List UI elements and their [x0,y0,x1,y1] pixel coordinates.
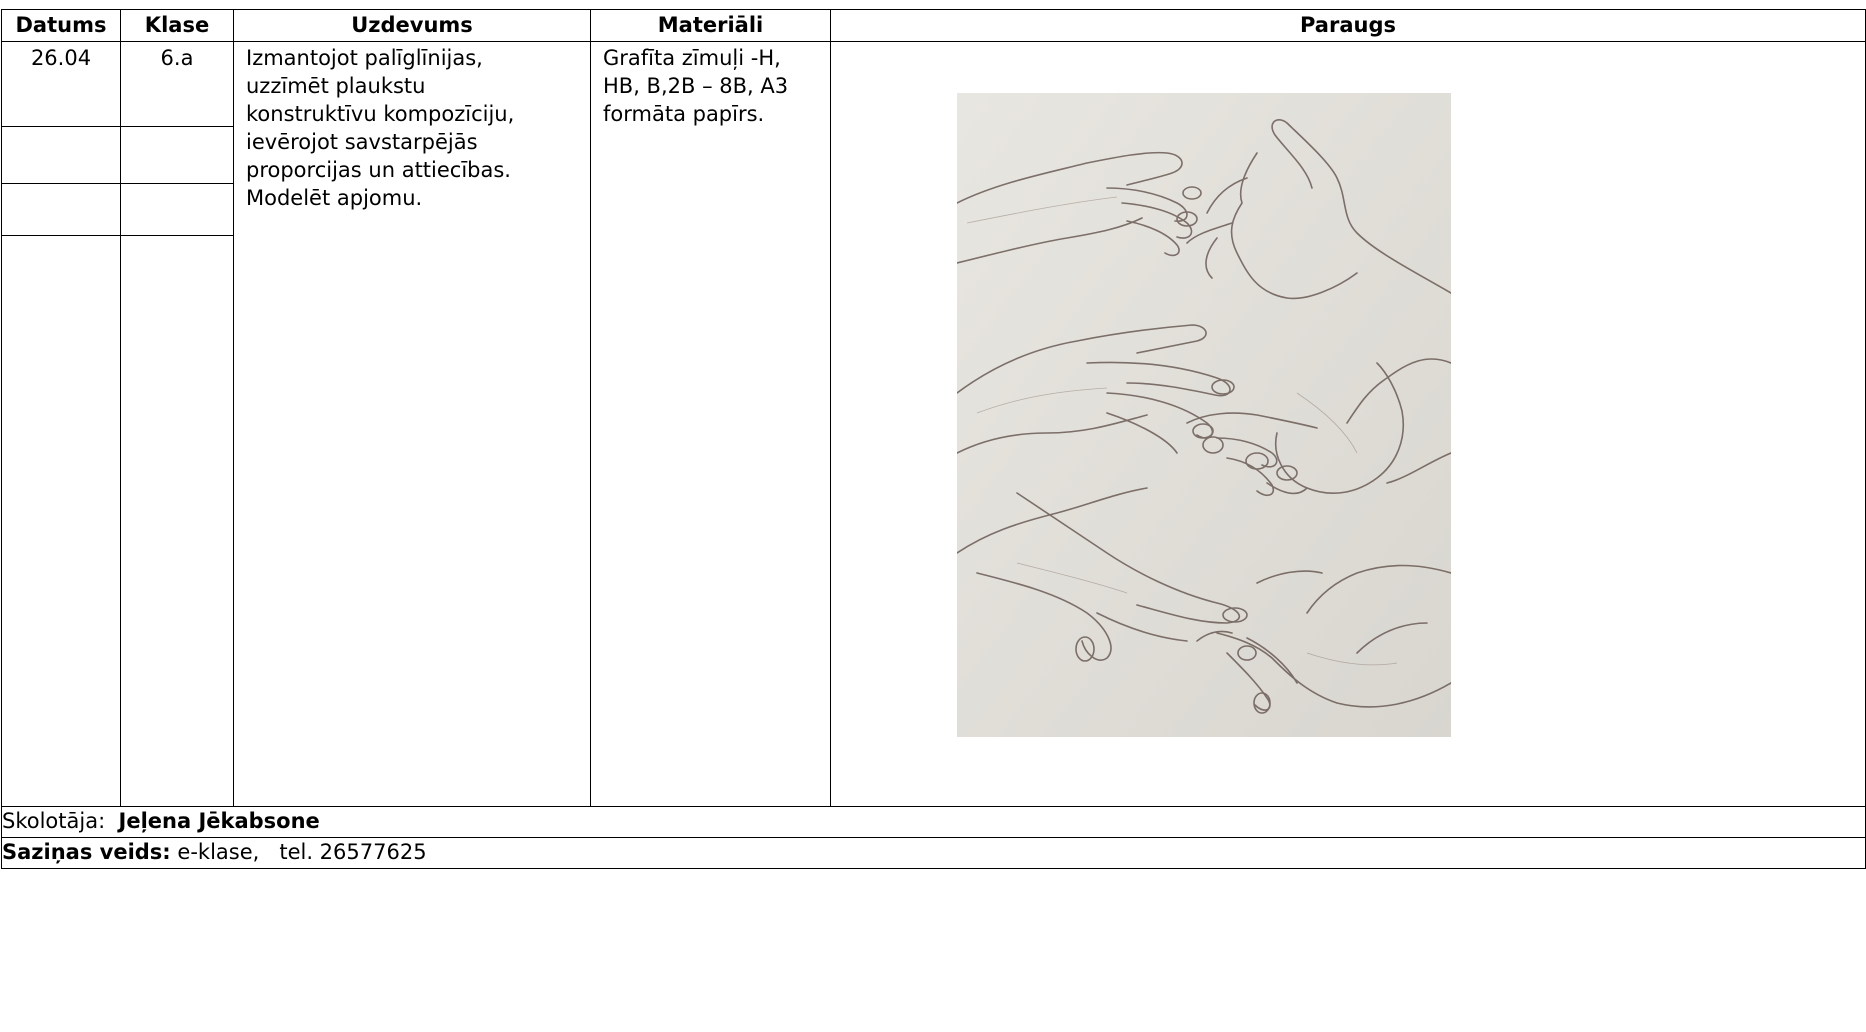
header-uzdevums: Uzdevums [234,10,591,42]
cell-materiali [591,42,831,807]
header-datums: Datums [2,10,121,42]
cell-datums [2,42,121,807]
materials-text: Grafīta zīmuļi -H, HB, B,2B – 8B, A3 formāta papīrs. [603,46,789,126]
class-value: 6.a [160,46,194,70]
date-value: 26.04 [30,46,92,70]
teacher-label: Skolotāja: [2,809,106,833]
cell-klase [121,42,234,807]
lesson-row [2,42,1866,807]
task-text: Izmantojot palīglīnijas, uzzīmēt plaukstu konstruktīvu kompozīciju, ievērojot savstarpējās proporcijas un attiecības. Modelēt apjomu. [246,46,515,210]
header-klase: Klase [121,10,234,42]
contact-label: Saziņas veids: [2,840,171,864]
header-materiali: Materiāli [591,10,831,42]
contact-row [2,838,1866,869]
teacher-name: Jeļena Jēkabsone [118,809,320,833]
header-row [2,10,1866,42]
teacher-row [2,807,1866,838]
lesson-plan-table [1,9,1866,869]
cell-paraugs [831,42,1866,807]
hands-sketch-image [957,93,1451,737]
teacher-cell [2,807,1866,838]
header-paraugs: Paraugs [831,10,1866,42]
cell-uzdevums [234,42,591,807]
contact-cell [2,838,1866,869]
contact-value: e-klase, tel. 26577625 [177,840,427,864]
